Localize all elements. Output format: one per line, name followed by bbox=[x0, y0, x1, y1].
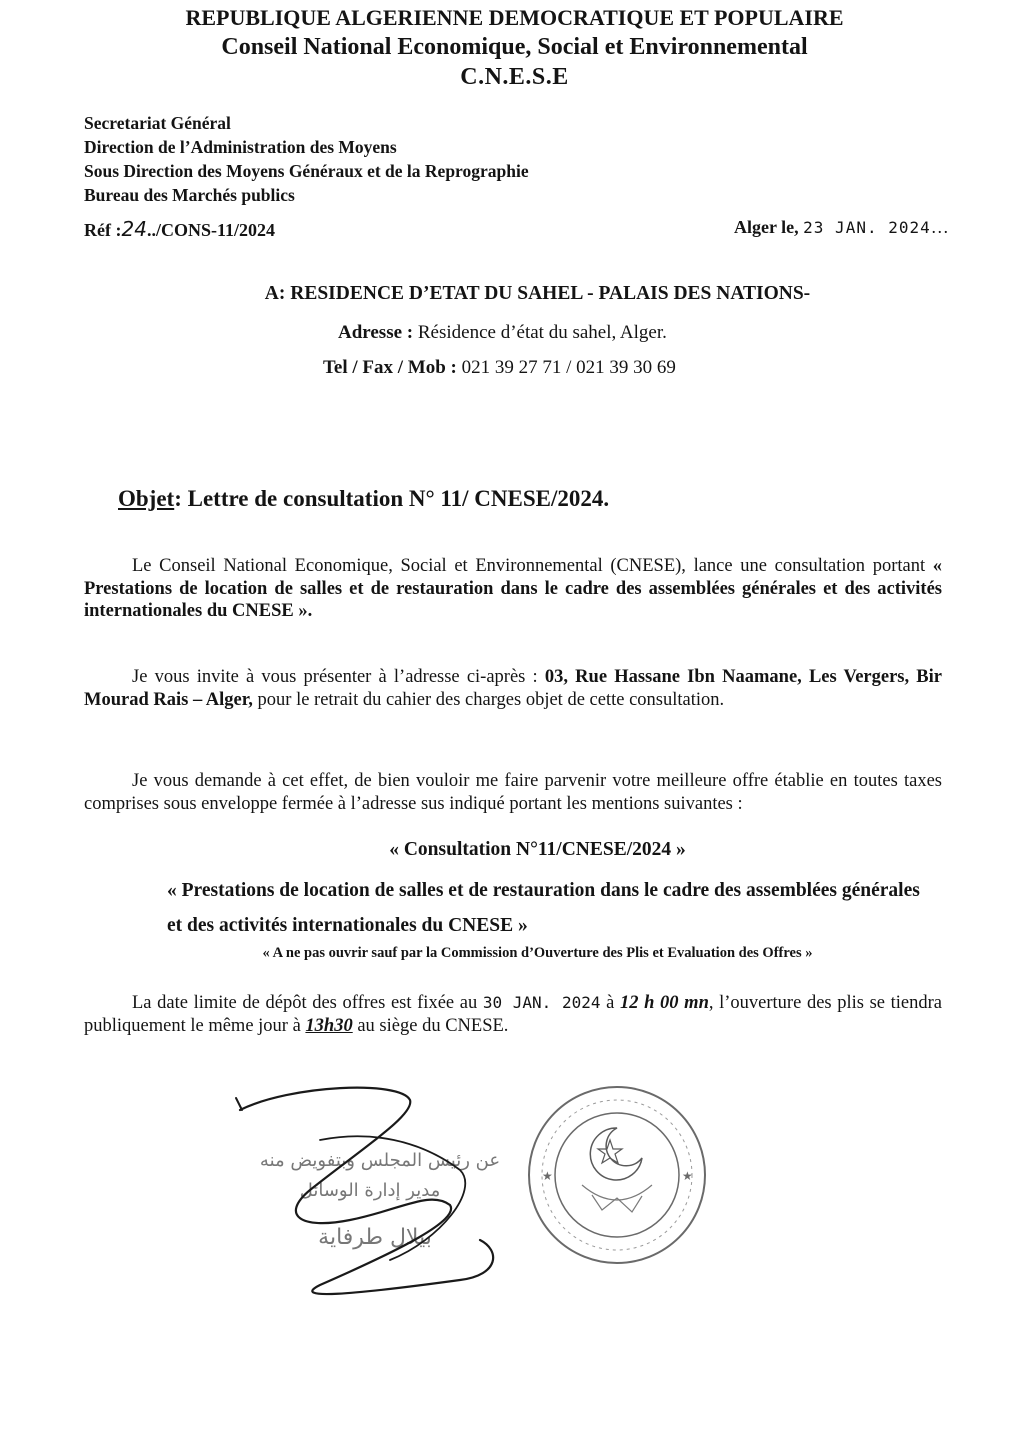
invitation-purpose: pour le retrait du cahier des charges objet de cette consultation. bbox=[257, 689, 725, 710]
envelope-prestations: « Prestations de location de salles et de restauration dans le cadre des assemblées générales et des activités internationales du CNESE » bbox=[167, 880, 920, 936]
date-stamp: 23 JAN. 2024 bbox=[803, 218, 931, 237]
tel-label: Tel / Fax / Mob : bbox=[323, 357, 457, 378]
deadline-date-stamp: 30 JAN. 2024 bbox=[482, 993, 601, 1012]
date-dots: … bbox=[930, 217, 949, 237]
paragraph-request: Je vous demande à cet effet, de bien vouloir me faire parvenir votre meilleure offre établie en toutes taxes comprises sous enveloppe fermée à l’adresse sus indiqué portant les mentions suivantes : bbox=[84, 771, 942, 814]
sender-secretariat: Secretariat Général bbox=[84, 113, 231, 133]
reference-suffix: ../CONS-11/2024 bbox=[146, 220, 275, 240]
reference-number-handwritten: 24 bbox=[121, 217, 147, 241]
signature-name-arabic: بيلال طرفاية bbox=[318, 1225, 432, 1250]
header-acronym: C.N.E.S.E bbox=[460, 64, 569, 90]
tel-value: 021 39 27 71 / 021 39 30 69 bbox=[461, 357, 676, 378]
paragraph-intro bbox=[84, 555, 942, 623]
opening-place: au siège du CNESE. bbox=[357, 1015, 509, 1036]
signature-function-arabic: مدير إدارة الوسائل bbox=[299, 1180, 441, 1201]
subject-text: : Lettre de consultation N° 11/ CNESE/2024. bbox=[174, 486, 610, 511]
address-label: Adresse : bbox=[338, 322, 414, 343]
invitation-text: Je vous invite à vous présenter à l’adresse ci-après : bbox=[132, 667, 538, 687]
paragraph-invitation bbox=[84, 666, 942, 711]
paragraph-deadline bbox=[84, 992, 942, 1037]
signature-block bbox=[200, 1070, 760, 1330]
reference-line bbox=[84, 217, 275, 241]
date-prefix: Alger le, bbox=[734, 217, 799, 237]
opening-time: 13h30 bbox=[305, 1015, 353, 1036]
svg-text:★: ★ bbox=[542, 1169, 553, 1183]
recipient-name: A: RESIDENCE D’ETAT DU SAHEL - PALAIS DES NATIONS- bbox=[264, 283, 811, 304]
sender-bureau: Bureau des Marchés publics bbox=[84, 185, 295, 205]
header-republic: REPUBLIQUE ALGERIENNE DEMOCRATIQUE ET POPULAIRE bbox=[185, 5, 844, 30]
official-seal-icon bbox=[522, 1080, 712, 1270]
recipient-phone bbox=[323, 357, 676, 379]
header-council: Conseil National Economique, Social et Environnemental bbox=[221, 34, 808, 60]
deadline-text: La date limite de dépôt des offres est fixée au bbox=[132, 993, 478, 1013]
svg-text:★: ★ bbox=[682, 1169, 693, 1183]
subject-label: Objet bbox=[118, 486, 175, 511]
deadline-at: à bbox=[606, 993, 615, 1013]
envelope-notice: « A ne pas ouvrir sauf par la Commission d’Ouverture des Plis et Evaluation des Offres » bbox=[262, 945, 813, 961]
intro-subject: « Prestations de location de salles et de restauration dans le cadre des assemblées générales et des activités internationales du CNESE ». bbox=[84, 556, 942, 621]
subject-line bbox=[118, 486, 609, 512]
reference-prefix: Réf : bbox=[84, 220, 122, 240]
intro-text: Le Conseil National Economique, Social et Environnemental (CNESE), lance une consultation portant bbox=[132, 556, 926, 576]
sender-sub-direction: Sous Direction des Moyens Généraux et de la Reprographie bbox=[84, 161, 529, 181]
address-value: Résidence d’état du sahel, Alger. bbox=[417, 322, 667, 343]
envelope-consultation: « Consultation N°11/CNESE/2024 » bbox=[389, 839, 686, 860]
recipient-address bbox=[338, 322, 667, 344]
opening-text: , l’ouverture des plis se tiendra publiquement le même jour à bbox=[84, 993, 943, 1036]
sender-direction: Direction de l’Administration des Moyens bbox=[84, 137, 397, 157]
signature-title-arabic: عن رئيس المجلس وبتفويض منه bbox=[259, 1150, 501, 1171]
date-line bbox=[734, 217, 949, 238]
invitation-address: 03, Rue Hassane Ibn Naamane, Les Vergers, Bir Mourad Rais – Alger, bbox=[84, 667, 943, 710]
deadline-time: 12 h 00 mn bbox=[619, 993, 709, 1013]
